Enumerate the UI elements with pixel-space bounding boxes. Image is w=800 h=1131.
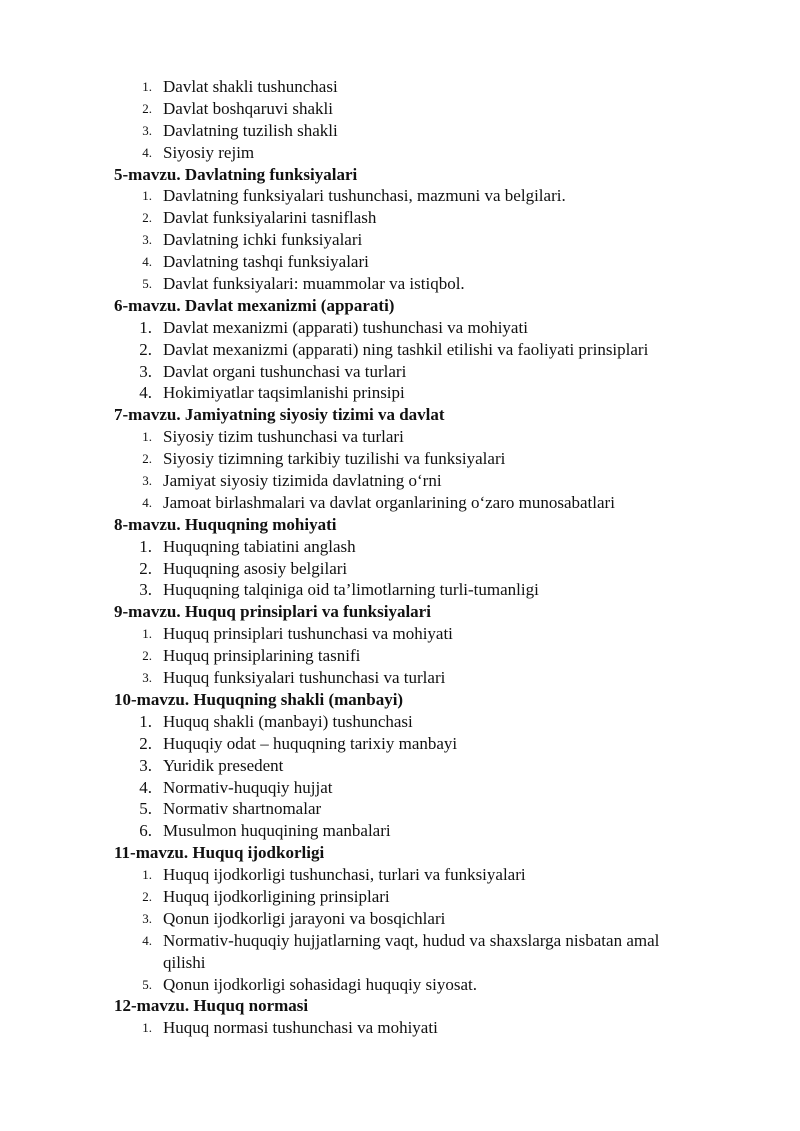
list-item [0, 448, 800, 470]
list-item-number: 1. [139, 317, 152, 337]
list-item-text: Normativ shartnomalar [163, 799, 322, 819]
list-item-number: 2. [139, 558, 152, 578]
list-item-text: Siyosiy rejim [163, 142, 255, 162]
list-item [0, 755, 800, 777]
list-item-number: 1. [142, 867, 152, 883]
list-item [0, 339, 800, 361]
list-item-text: Huquqning talqiniga oid ta’limotlarning turli-tumanligi [163, 580, 539, 600]
list-item-number: 1. [142, 626, 152, 642]
list-item-number: 1. [139, 536, 152, 556]
section-heading: 12-mavzu. Huquq normasi [114, 996, 309, 1016]
list-item [0, 1017, 800, 1039]
list-item-number: 3. [142, 670, 152, 686]
list-item-text: Hokimiyatlar taqsimlanishi prinsipi [163, 383, 405, 403]
list-item [0, 667, 800, 689]
list-item [0, 142, 800, 164]
list-item-number: 1. [142, 188, 152, 204]
list-item-number: 3. [142, 473, 152, 489]
list-item-continuation [0, 952, 800, 974]
list-item-number: 3. [139, 361, 152, 381]
list-item [0, 426, 800, 448]
list-item-number: 1. [139, 711, 152, 731]
list-item-text: Huquq funksiyalari tushunchasi va turlari [163, 668, 446, 688]
list-item-number: 4. [142, 254, 152, 270]
section-heading: 7-mavzu. Jamiyatning siyosiy tizimi va davlat [114, 405, 445, 425]
list-item [0, 470, 800, 492]
section-heading: 9-mavzu. Huquq prinsiplari va funksiyalari [114, 602, 431, 622]
list-item [0, 361, 800, 383]
list-item [0, 98, 800, 120]
list-item [0, 908, 800, 930]
list-item-text: Davlat organi tushunchasi va turlari [163, 361, 407, 381]
list-item [0, 711, 800, 733]
list-item [0, 120, 800, 142]
list-item-number: 3. [142, 122, 152, 138]
list-item [0, 207, 800, 229]
list-item [0, 185, 800, 207]
list-item [0, 820, 800, 842]
list-item-text: Musulmon huquqining manbalari [163, 821, 391, 841]
list-item-text: Davlat mexanizmi (apparati) tushunchasi va mohiyati [163, 317, 528, 337]
list-item [0, 886, 800, 908]
section-heading: 5-mavzu. Davlatning funksiyalari [114, 164, 358, 184]
list-item-text: Jamiyat siyosiy tizimida davlatning o‘rni [163, 471, 442, 491]
list-item-text: Huquqiy odat – huquqning tarixiy manbayi [163, 733, 458, 753]
list-item-text: Huquq prinsiplarining tasnifi [163, 646, 361, 666]
document-page [0, 76, 800, 1039]
list-item-number: 4. [139, 383, 152, 403]
list-item [0, 777, 800, 799]
list-item-number: 1. [142, 1020, 152, 1036]
list-item [0, 229, 800, 251]
list-item [0, 864, 800, 886]
list-item-text: Siyosiy tizim tushunchasi va turlari [163, 427, 404, 447]
section-heading: 6-mavzu. Davlat mexanizmi (apparati) [114, 295, 395, 315]
list-item [0, 558, 800, 580]
list-item-number: 3. [142, 232, 152, 248]
list-item-text: Davlat funksiyalarini tasniflash [163, 208, 377, 228]
section-heading: 8-mavzu. Huquqning mohiyati [114, 514, 337, 534]
list-item-text: Huquq ijodkorligi tushunchasi, turlari va funksiyalari [163, 865, 526, 885]
list-item-number: 2. [139, 339, 152, 359]
list-item [0, 536, 800, 558]
list-item-number: 2. [142, 451, 152, 467]
list-item [0, 930, 800, 952]
list-item-text: Huquq normasi tushunchasi va mohiyati [163, 1018, 438, 1038]
list-item-text: Qonun ijodkorligi sohasidagi huquqiy siyosat. [163, 974, 478, 994]
list-item-text: Davlat mexanizmi (apparati) ning tashkil etilishi va faoliyati prinsiplari [163, 339, 649, 359]
list-item-text: Huquq shakli (manbayi) tushunchasi [163, 711, 413, 731]
list-item [0, 623, 800, 645]
list-item-text: Huquqning tabiatini anglash [163, 536, 356, 556]
list-item [0, 579, 800, 601]
list-item-number: 2. [142, 888, 152, 904]
list-item-text: Normativ-huquqiy hujjatlarning vaqt, hudud va shaxslarga nisbatan amal [163, 930, 660, 950]
list-item-text: Qonun ijodkorligi jarayoni va bosqichlari [163, 908, 446, 928]
section-heading: 11-mavzu. Huquq ijodkorligi [114, 843, 325, 863]
list-item-text: Siyosiy tizimning tarkibiy tuzilishi va funksiyalari [163, 449, 506, 469]
list-item-text: Huquq prinsiplari tushunchasi va mohiyati [163, 624, 453, 644]
list-item-number: 3. [142, 910, 152, 926]
list-item-number: 4. [142, 144, 152, 160]
list-item-text: Normativ-huquqiy hujjat [163, 777, 333, 797]
list-item [0, 317, 800, 339]
list-item-number: 4. [142, 932, 152, 948]
list-item [0, 251, 800, 273]
list-item [0, 645, 800, 667]
list-item-number: 5. [142, 276, 152, 292]
list-item-number: 1. [142, 79, 152, 94]
list-item-number: 3. [139, 755, 152, 775]
list-item-text: Davlatning tuzilish shakli [163, 120, 338, 140]
list-item-number: 4. [142, 494, 152, 510]
list-item-number: 6. [139, 821, 152, 841]
section-heading: 10-mavzu. Huquqning shakli (manbayi) [114, 689, 404, 709]
list-item-continuation-text: qilishi [163, 952, 206, 972]
list-item [0, 76, 800, 98]
list-item-text: Huquqning asosiy belgilari [163, 558, 348, 578]
list-item [0, 798, 800, 820]
list-item [0, 382, 800, 404]
list-item-text: Davlat boshqaruvi shakli [163, 98, 333, 118]
list-item-number: 2. [142, 648, 152, 664]
list-item-number: 2. [142, 100, 152, 116]
list-item-text: Davlat shakli tushunchasi [163, 77, 338, 96]
list-item-text: Davlatning ichki funksiyalari [163, 230, 363, 250]
list-item-number: 2. [139, 733, 152, 753]
list-item-number: 5. [142, 976, 152, 992]
list-item [0, 273, 800, 295]
list-item [0, 733, 800, 755]
list-item-number: 5. [139, 799, 152, 819]
list-item-text: Davlatning tashqi funksiyalari [163, 252, 369, 272]
list-item-text: Jamoat birlashmalari va davlat organlarining o‘zaro munosabatlari [163, 492, 615, 512]
list-item-number: 2. [142, 210, 152, 226]
list-item [0, 974, 800, 996]
list-item-text: Davlatning funksiyalari tushunchasi, mazmuni va belgilari. [163, 186, 566, 206]
list-item-text: Huquq ijodkorligining prinsiplari [163, 886, 390, 906]
list-item-number: 3. [139, 580, 152, 600]
list-item-text: Yuridik presedent [163, 755, 284, 775]
list-item [0, 492, 800, 514]
list-item-number: 4. [139, 777, 152, 797]
list-item-text: Davlat funksiyalari: muammolar va istiqbol. [163, 274, 465, 294]
list-item-number: 1. [142, 429, 152, 445]
